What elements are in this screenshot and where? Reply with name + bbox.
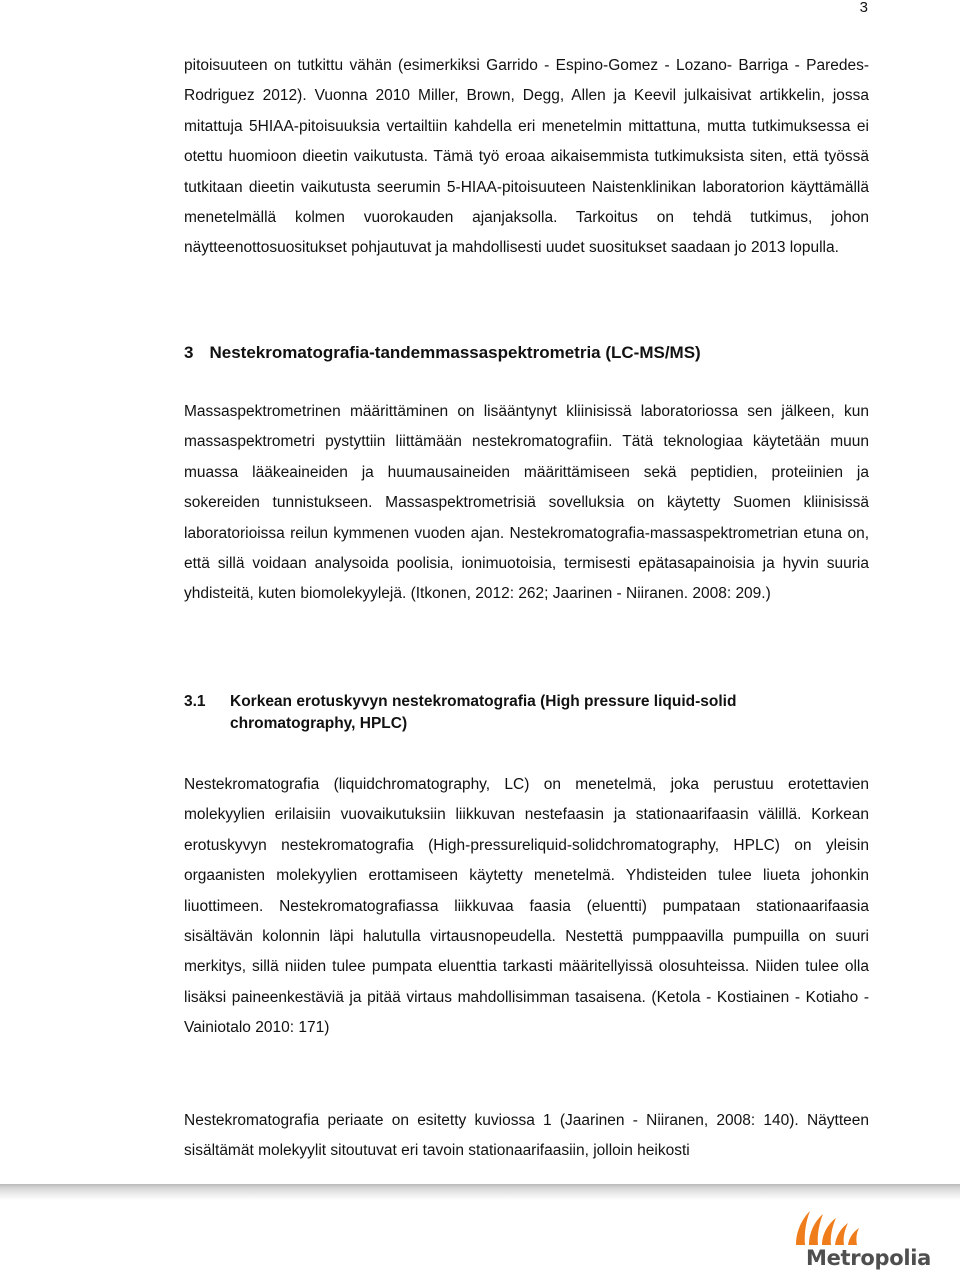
section-3-heading	[184, 339, 701, 367]
section-title: Nestekromatografia-tandemmassaspektrometria (LC-MS/MS)	[209, 343, 701, 362]
section-3-1-heading	[184, 691, 869, 735]
hplc-paragraph: Nestekromatografia (liquidchromatography, LC) on menetelmä, joka perustuu erotettavien molekyylien erilaisiin vuovaikutuksiin liikkuvan nestefaasin ja stationaarifaasin välillä. Korkean erotuskyvyn nestekromatografia (High-pressureliquid-solidchromatography, HPLC) on yleisin orgaanisten molekyylien erottamiseen käytetty menetelmä. Yhdisteiden tulee liueta johonkin liuottimeen. Nestekromatografiassa liikkuvaa faasia (eluentti) pumpataan stationaarifaasia sisältävän kolonnin läpi halutulla virtausnopeudella. Nestettä pumppaavilla pumpuilla on suuri merkitys, sillä niiden tulee pumpata eluenttia tarkasti määritellyissä olosuhteissa. Niiden tulee olla lisäksi paineenkestäviä ja pitää virtaus mahdollisimman tasaisena. (Ketola - Kostiainen - Kotiaho - Vainiotalo 2010: 171)	[184, 776, 869, 1037]
subsection-title: Korkean erotuskyvyn nestekromatografia (High pressure liquid-solid chromatography, HPLC)	[230, 693, 737, 732]
footer-rule	[0, 1184, 960, 1200]
page-number: 3	[859, 0, 868, 16]
section-number: 3	[184, 343, 194, 362]
principle-paragraph: Nestekromatografia periaate on esitetty kuviossa 1 (Jaarinen - Niiranen, 2008: 140). Näytteen sisältämät molekyylit sitoutuvat eri tavoin stationaarifaasiin, jolloin heikosti	[184, 1112, 869, 1160]
intro-paragraph: pitoisuuteen on tutkittu vähän (esimerkiksi Garrido - Espino-Gomez - Lozano- Barriga - Paredes- Rodriguez 2012). Vuonna 2010 Miller, Brown, Degg, Allen ja Keevil julkaisivat artikkelin, jossa mitattuja 5HIAA-pitoisuuksia vertailtiin kahdella eri menetelmin mittattuna, mutta tutkimuksessa ei otettu huomioon dieetin vaikutusta. Tämä työ eroaa aikaisemmista tutkimuksista siten, että työssä tutkitaan dieetin vaikutusta seerumin 5-HIAA-pitoisuuteen Naistenklinikan laboratorion käyttämällä menetelmällä kolmen vuorokauden ajanjaksolla. Tarkoitus on tehdä tutkimus, johon näytteenottosuositukset pohjautuvat ja mahdollisesti uudet suositukset saadaan jo 2013 lopulla.	[184, 57, 869, 257]
ms-intro-paragraph: Massaspektrometrinen määrittäminen on lisääntynyt kliinisissä laboratoriossa sen jälkeen, kun massaspektrometri pystyttiin liittämään nestekromatografiin. Tätä teknologiaa käytetään muun muassa lääkeaineiden ja huumausaineiden määrittämiseen sekä peptidien, proteiinien ja sokereiden tunnistukseen. Massaspektrometrisiä sovelluksia on käytetty Suomen kliinisissä laboratorioissa reilun kymmenen vuoden ajan. Nestekromatografia-massaspektrometrian etuna on, että sillä voidaan analysoida poolisia, ionimuotoisia, termisesti epätasapainoisia ja hyvin suuria yhdisteitä, kuten biomolekyylejä. (Itkonen, 2012: 262; Jaarinen - Niiranen. 2008: 209.)	[184, 403, 869, 603]
subsection-number: 3.1	[184, 693, 206, 710]
metropolia-logo-text: Metropolia	[806, 1246, 931, 1270]
